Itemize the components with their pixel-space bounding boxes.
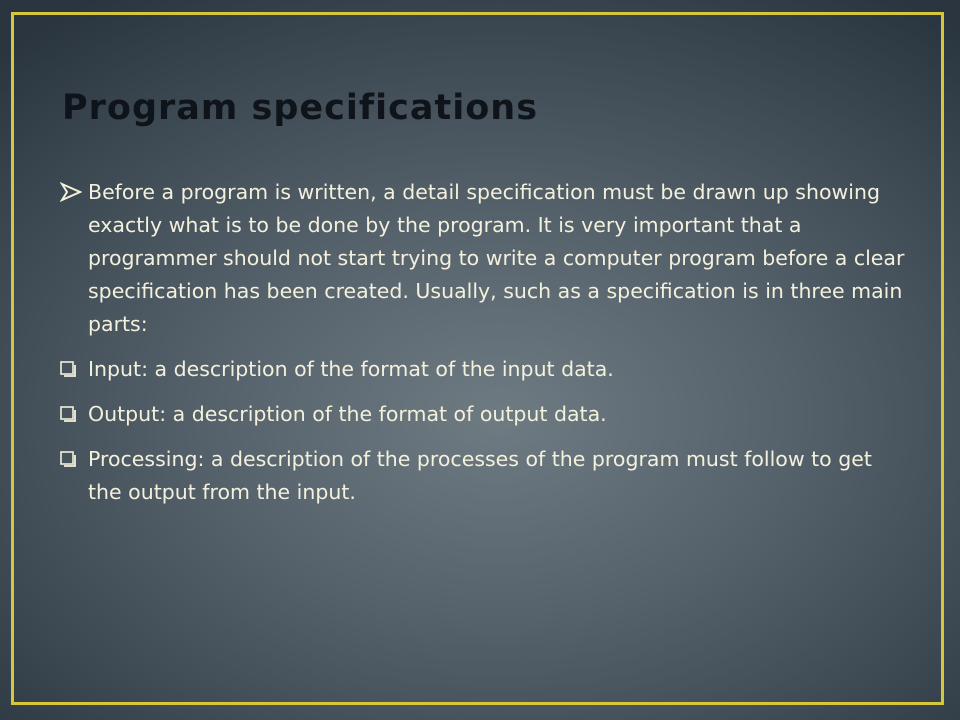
bullet-text: Input: a description of the format of the input data. — [88, 357, 614, 381]
slide-body — [60, 176, 910, 521]
bullet-text: Before a program is written, a detail specification must be drawn up showing exactly what is to be done by the program. It is very important that a programmer should not start trying to write a computer program before a clear specification has been created. Usually, such as a specification is in three main parts: — [88, 180, 905, 336]
arrow-bullet-icon — [60, 182, 82, 202]
bullet-item-processing — [60, 443, 910, 509]
square-bullet-icon — [60, 451, 78, 469]
bullet-text: Processing: a description of the processes of the program must follow to get the output from the input. — [88, 447, 872, 504]
bullet-text: Output: a description of the format of output data. — [88, 402, 607, 426]
square-bullet-icon — [60, 406, 78, 424]
bullet-item-intro — [60, 176, 910, 341]
square-bullet-icon — [60, 361, 78, 379]
bullet-item-input — [60, 353, 910, 386]
bullet-item-output — [60, 398, 910, 431]
slide-title: Program specifications — [62, 88, 539, 128]
